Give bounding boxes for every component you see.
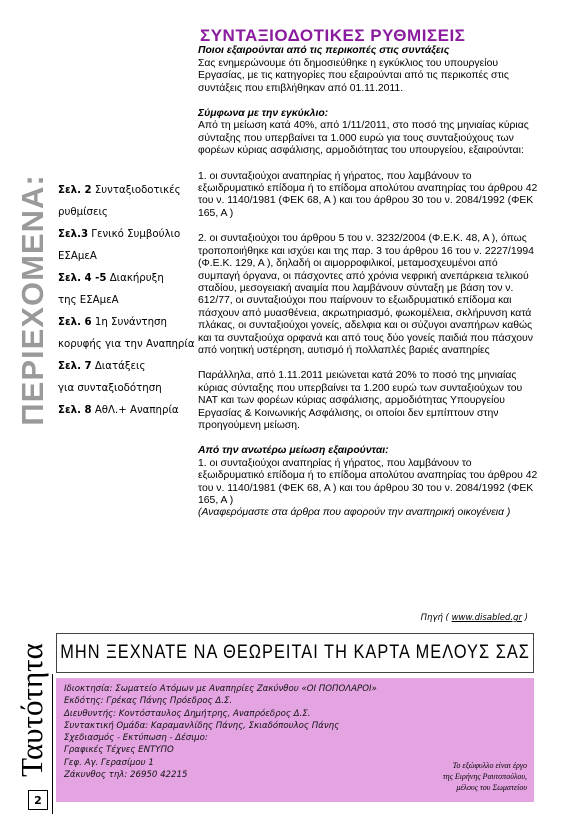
credit-line: Εκδότης: Γρέκας Πάνης Πρόεδρος Δ.Σ. [64, 696, 233, 707]
contents-text: Συνταξιοδοτικές [91, 185, 181, 196]
contents-text: 1η Συνάντηση [91, 317, 167, 328]
divider [52, 674, 53, 814]
dedication-line: της Ειρήνης Ραυτοπούλου, [442, 772, 527, 781]
contents-page: Σελ. 6 [58, 317, 92, 328]
cover-dedication [395, 760, 527, 793]
credit-line: Γεφ. Αγ. Γερασίμου 1 [64, 757, 154, 768]
article-paragraph: 1. οι συνταξιούχοι αναπηρίας ή γήρατος, που λαμβάνουν το εξωιδρυματικό επίδομα ή το επίδομα απολύτου αναπηρίας του άρθρου 42 του ν. 1140/1981 (ΦΕΚ 68, Α ) και του άρθρου 30 του ν. 2084/1992 (ΦΕΚ 165, Α ) [198, 170, 538, 219]
contents-page: Σελ. 2 [58, 185, 92, 196]
article-source [198, 613, 528, 623]
article [198, 26, 538, 520]
contents-text: Διατάξεις [91, 361, 146, 372]
credit-line: Ιδιοκτησία: Σωματείο Ατόμων με Αναπηρίες Ζακύνθου «ΟΙ ΠΟΠΟΛΑΡΟΙ» [64, 684, 377, 694]
article-paragraph: Από τη μείωση κατά 40%, από 1/11/2011, στο ποσό της μηνιαίας κύριας σύνταξης που υπερβαίνει τα 1.000 ευρώ για τους συνταξιούχους των φορέων κύριας ασφάλισης, αρμοδιότητας του υπουργείου, εξαιρούνται: [198, 120, 529, 157]
contents-item [58, 246, 198, 268]
contents-page: Σελ.3 [58, 229, 89, 240]
contents-vertical-heading [15, 170, 51, 430]
credits-list [64, 683, 377, 781]
contents-item [58, 268, 198, 290]
contents-item [58, 334, 198, 356]
credit-line: Ζάκυνθος τηλ: 26950 42215 [64, 770, 188, 781]
dedication-line: μέλους του Σωματείου [456, 783, 527, 792]
spacer [198, 220, 538, 233]
article-paragraph: Παράλληλα, από 1.11.2011 μειώνεται κατά 20% το ποσό της μηνιαίας κύριας σύνταξης που υπερβαίνει τα 1.200 ευρώ των συνταξιούχων του ΝΑΤ και των φορέων κύριας ασφάλισης, αρμοδιότητας Υπουργείου Εργασίας & Κοινωνικής Ασφάλισης, οι οποίοι δεν εμπίπτουν στην προηγούμενη μείωση. [198, 370, 523, 431]
article-title: ΣΥΝΤΑΞΙΟΔΟΤΙΚΕΣ ΡΥΘΜΙΣΕΙΣ [200, 26, 466, 45]
contents-heading-text: ΠΕΡΙΕΧΟΜΕΝΑ: [15, 174, 50, 426]
contents-page: Σελ. 4 -5 [58, 273, 107, 284]
contents-page: Σελ. 8 [58, 405, 92, 416]
identity-heading-text: Ταυτότητα [14, 643, 49, 777]
spacer [198, 432, 538, 445]
article-subtitle: Από την ανωτέρω μείωση εξαιρούνται: [198, 445, 389, 457]
contents-list [58, 180, 198, 422]
contents-item [58, 312, 198, 334]
contents-item [58, 400, 198, 422]
article-paragraph: 2. οι συνταξιούχοι του άρθρου 5 του ν. 3232/2004 (Φ.Ε.Κ. 48, Α ), όπως τροποποιήθηκε και ισχύει και της παρ. 3 του άρθρου 16 του ν. 2227/1994 (Φ.Ε.Κ. 129, Α ), δηλαδή οι αιμορροφιλικοί, μεταμοσχευμένοι από συμπαγή όργανα, οι πάσχοντες από χρόνια νεφρική ανεπάρκεια τελικού σταδίου, μεσογειακή αναιμία που λαμβάνουν σύνταξη με βάση τον ν. 612/77, οι συνταξιούχοι που παίρνουν το εξωιδρυματικό επίδομα και πάσχουν από μυασθένεια, ακρωτηριασμό, φωκομέλεια, σκλήρυνση κατά πλάκας, οι συνταξιούχοι γονείς, αδελφια και οι σύζυγοι αναπήρων καθώς και τα συνταξιούχα ορφανά και από τους δύο γονείς παιδιά που πάσχουν από νοητική υστέρηση, αυτισμό ή πολλαπλές βαριές αναπηρίες [198, 233, 534, 356]
contents-text: Γενικό Συμβούλιο [88, 229, 181, 240]
dedication-line: Το εξώφυλλο είναι έργο [452, 761, 527, 770]
contents-item [58, 378, 198, 400]
banner-text: ΜΗΝ ΞΕΧΝΑΤΕ ΝΑ ΘΕΩΡΕΙΤΑΙ ΤΗ ΚΑΡΤΑ ΜΕΛΟΥΣ ΣΑΣ [60, 642, 530, 663]
contents-item [58, 180, 198, 202]
contents-text: ΑθΛ.+ Αναπηρία [91, 405, 179, 416]
spacer [198, 357, 538, 370]
contents-page: Σελ. 7 [58, 361, 92, 372]
article-subtitle: Ποιοι εξαιρούνται από τις περικοπές στις συντάξεις [198, 45, 450, 57]
spacer [198, 95, 538, 108]
contents-text: κορυφής για την Αναπηρία [58, 339, 195, 350]
article-intro: Σας ενημερώνουμε ότι δημοσιεύθηκε η εγκύκλιος του υπουργείου Εργασίας, με τις κατηγορίες που εξαιρούνται από τις περικοπές στις συντάξεις που επιβλήθηκαν από 01.11.2011. [198, 57, 509, 94]
spacer [198, 158, 538, 171]
credit-line: Συντακτική Ομάδα: Καραμανλίδης Πάνης, Σκιαδόπουλος Πάνης [64, 720, 340, 731]
identity-vertical-heading [12, 640, 52, 780]
contents-item [58, 356, 198, 378]
contents-item [58, 290, 198, 312]
page-number: 2 [28, 790, 48, 810]
contents-text: για συνταξιοδότηση [58, 383, 162, 394]
credit-line: Γραφικές Τέχνες ΕΝΤΥΠΟ [64, 745, 174, 756]
contents-item [58, 202, 198, 224]
credit-line: Διευθυντής: Κοντόσταυλος Δημήτρης, Αναπρόεδρος Δ.Σ. [64, 708, 311, 719]
contents-text: Διακήρυξη [106, 273, 164, 284]
article-subtitle: Σύμφωνα με την εγκύκλιο: [198, 108, 329, 120]
source-label: Πηγή ( [420, 613, 452, 623]
contents-text: ΕΣΑμεΑ [58, 251, 97, 262]
contents-item [58, 224, 198, 246]
source-end: ) [521, 613, 528, 623]
contents-text: της ΕΣΑμεΑ [58, 295, 119, 306]
credit-line: Σχεδιασμός - Εκτύπωση - Δέσιμο: [64, 733, 208, 744]
contents-text: ρυθμίσεις [58, 207, 108, 218]
article-paragraph: 1. οι συνταξιούχοι αναπηρίας ή γήρατος, που λαμβάνουν το εξωιδρυματικό επίδομα ή το επίδομα απολύτου αναπηρίας του άρθρου 42 του ν. 1140/1981 (ΦΕΚ 68, Α ) και του άρθρου 30 του ν. 2084/1992 (ΦΕΚ 165, Α ) [198, 457, 538, 506]
membership-card-banner [56, 633, 534, 673]
source-link[interactable]: www.disabled.gr [451, 613, 522, 623]
article-note: (Αναφερόμαστε στα άρθρα που αφορούν την αναπηρική οικογένεια ) [198, 507, 511, 519]
